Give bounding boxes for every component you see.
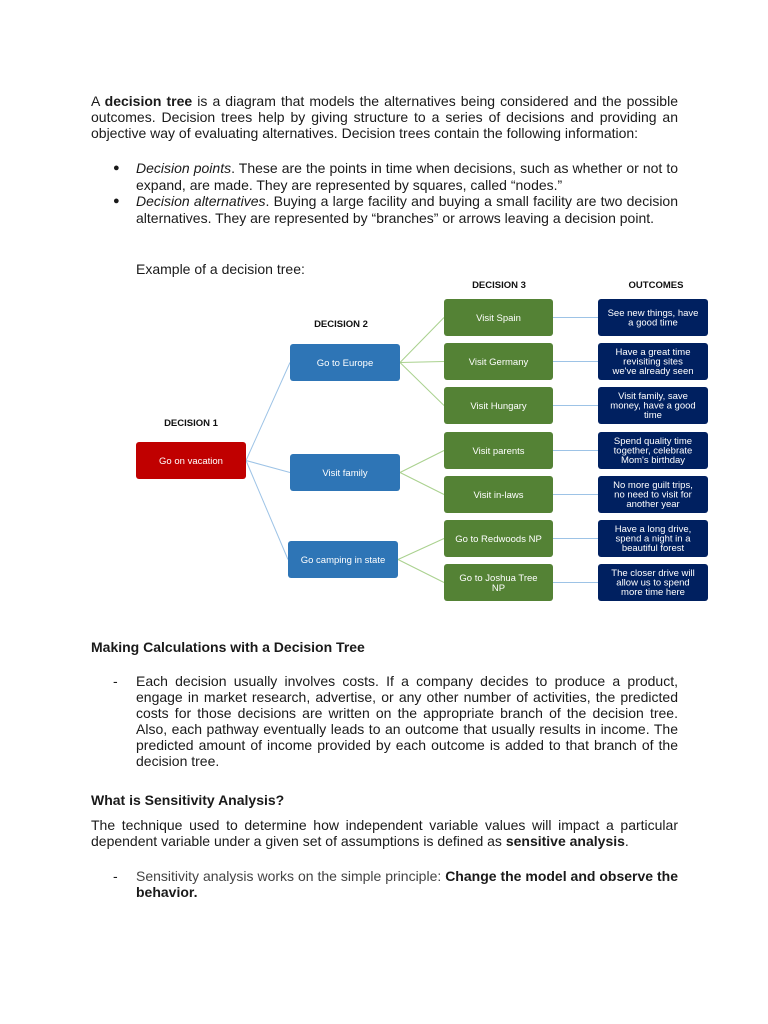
sens-term: sensitive analysis [505, 833, 625, 849]
outcome-node-text: No more guilt trips, [613, 480, 693, 492]
outcome-node-text: more time here [621, 587, 685, 599]
intro-term: decision tree [104, 93, 193, 109]
outcome-node-text: another year [626, 499, 680, 511]
decision3-node [444, 564, 553, 601]
outcome-node [598, 299, 708, 336]
list-item-text: . These are the points in time when decisions, such as whether or not to expand, are made. They are represented by squares, called “nodes.” [136, 160, 678, 193]
connector-line [400, 451, 444, 473]
outcome-node-text: no need to visit for [614, 489, 692, 501]
intro-text: is a diagram that models the alternatives being considered and the possible outcomes. Decision trees help by giving structure to a series of decisions and providing an objective way of evaluating alternatives. Decision trees contain the following information: [91, 93, 678, 141]
sens-paragraph-end: . [624, 833, 629, 849]
decision3-node-text: Visit Spain [476, 312, 521, 324]
connector-line [398, 560, 444, 583]
decision3-node-text: Visit Hungary [470, 400, 527, 412]
outcome-node [598, 432, 708, 469]
connector-line [400, 363, 444, 406]
decision2-node-text: Go camping in state [300, 554, 386, 566]
decision3-node-text: Visit parents [472, 445, 525, 457]
sens-paragraph-text: The technique used to determine how independent variable values will impact a particular dependent variable under a given set of assumptions is defined as [91, 817, 678, 849]
connector-line [400, 318, 444, 363]
sens-item-text: Sensitivity analysis works on the simple principle: [136, 868, 446, 884]
decision2-node-text: Visit family [322, 467, 368, 479]
outcome-node-text: beautiful forest [621, 543, 685, 555]
decision3-node [444, 299, 553, 336]
outcome-node [598, 343, 708, 380]
outcome-node-text: allow us to spend [616, 577, 690, 589]
outcome-node [598, 387, 708, 424]
dash-marker: - [113, 868, 118, 884]
outcome-node-text: money, have a good [610, 400, 696, 412]
decision3-node-text: Visit in-laws [473, 489, 524, 501]
example-label: Example of a decision tree: [136, 261, 305, 277]
outcome-node-text: Mom's birthday [620, 455, 686, 467]
decision3-node-text: Visit Germany [468, 356, 529, 368]
outcome-node-text: Have a great time [615, 347, 691, 359]
decision3-node-text: Go to Redwoods NP [455, 533, 542, 545]
outcome-node [598, 520, 708, 557]
outcome-node-text: The closer drive will [611, 568, 695, 580]
outcome-node-text: Spend quality time [613, 436, 693, 448]
sens-heading: What is Sensitivity Analysis? [91, 792, 285, 808]
decision3-node [444, 520, 553, 557]
bullet-icon: ● [113, 162, 120, 174]
connector-line [400, 362, 444, 363]
decision3-node-text: NP [491, 582, 506, 594]
connector-line [400, 473, 444, 495]
bullet-icon: ● [113, 195, 120, 207]
connector-line [246, 461, 290, 473]
connector-line [246, 461, 288, 560]
calc-item [91, 673, 678, 769]
decision2-node [290, 454, 400, 491]
outcome-node-text: Have a long drive, [614, 524, 692, 536]
connector-line [246, 363, 290, 461]
outcome-node-text: Visit family, save [618, 391, 688, 403]
sens-item [91, 868, 678, 900]
outcome-node-text: together, celebrate [613, 445, 693, 457]
outcome-node-text: spend a night in a [615, 533, 691, 545]
outcome-node [598, 476, 708, 513]
outcome-node-text: See new things, have [607, 307, 699, 319]
decision1-node-text: Go on vacation [159, 455, 223, 467]
outcome-node-text: a good time [628, 317, 678, 329]
intro-lead: A [91, 93, 105, 109]
calc-item-text: Each decision usually involves costs. If a company decides to produce a product, engage in market research, advertise, or any other number of activities, the predicted costs for those decisions are written on the appropriate branch of the decision tree. Also, each pathway eventually leads to an outcome that usually results in income. The predicted amount of income provided by each outcome is added to that branch of the decision tree. [136, 673, 678, 769]
decision3-node [444, 387, 553, 424]
outcome-node [598, 564, 708, 601]
connector-line [398, 539, 444, 560]
decision3-label: DECISION 3 [472, 280, 526, 291]
decision2-node-text: Go to Europe [316, 357, 374, 369]
outcome-node-text: we've already seen [612, 366, 694, 378]
list-item-term: Decision points [136, 160, 232, 176]
outcomes-label: OUTCOMES [628, 280, 684, 291]
outcome-node-text: revisiting sites [623, 356, 683, 368]
decision2-node [290, 344, 400, 381]
list-item-term: Decision alternatives [136, 193, 266, 209]
decision3-node [444, 432, 553, 469]
decision3-node [444, 343, 553, 380]
decision2-node [288, 541, 398, 578]
sens-paragraph [91, 817, 678, 849]
decision3-node [444, 476, 553, 513]
decision1-node [136, 442, 246, 479]
tree-nodes [136, 299, 708, 601]
dash-marker: - [113, 673, 118, 689]
list-item-text: . Buying a large facility and buying a small facility are two decision alternatives. They are represented by “branches” or arrows leaving a decision point. [136, 193, 679, 226]
outcome-node-text: time [644, 410, 662, 422]
decision1-label: DECISION 1 [164, 418, 218, 429]
decision3-node-text: Go to Joshua Tree [459, 572, 538, 584]
calc-heading: Making Calculations with a Decision Tree [91, 639, 365, 655]
sens-item-body [136, 868, 678, 900]
sens-item-term: Change the model and observe the behavior. [136, 868, 678, 900]
decision2-label: DECISION 2 [314, 319, 368, 330]
